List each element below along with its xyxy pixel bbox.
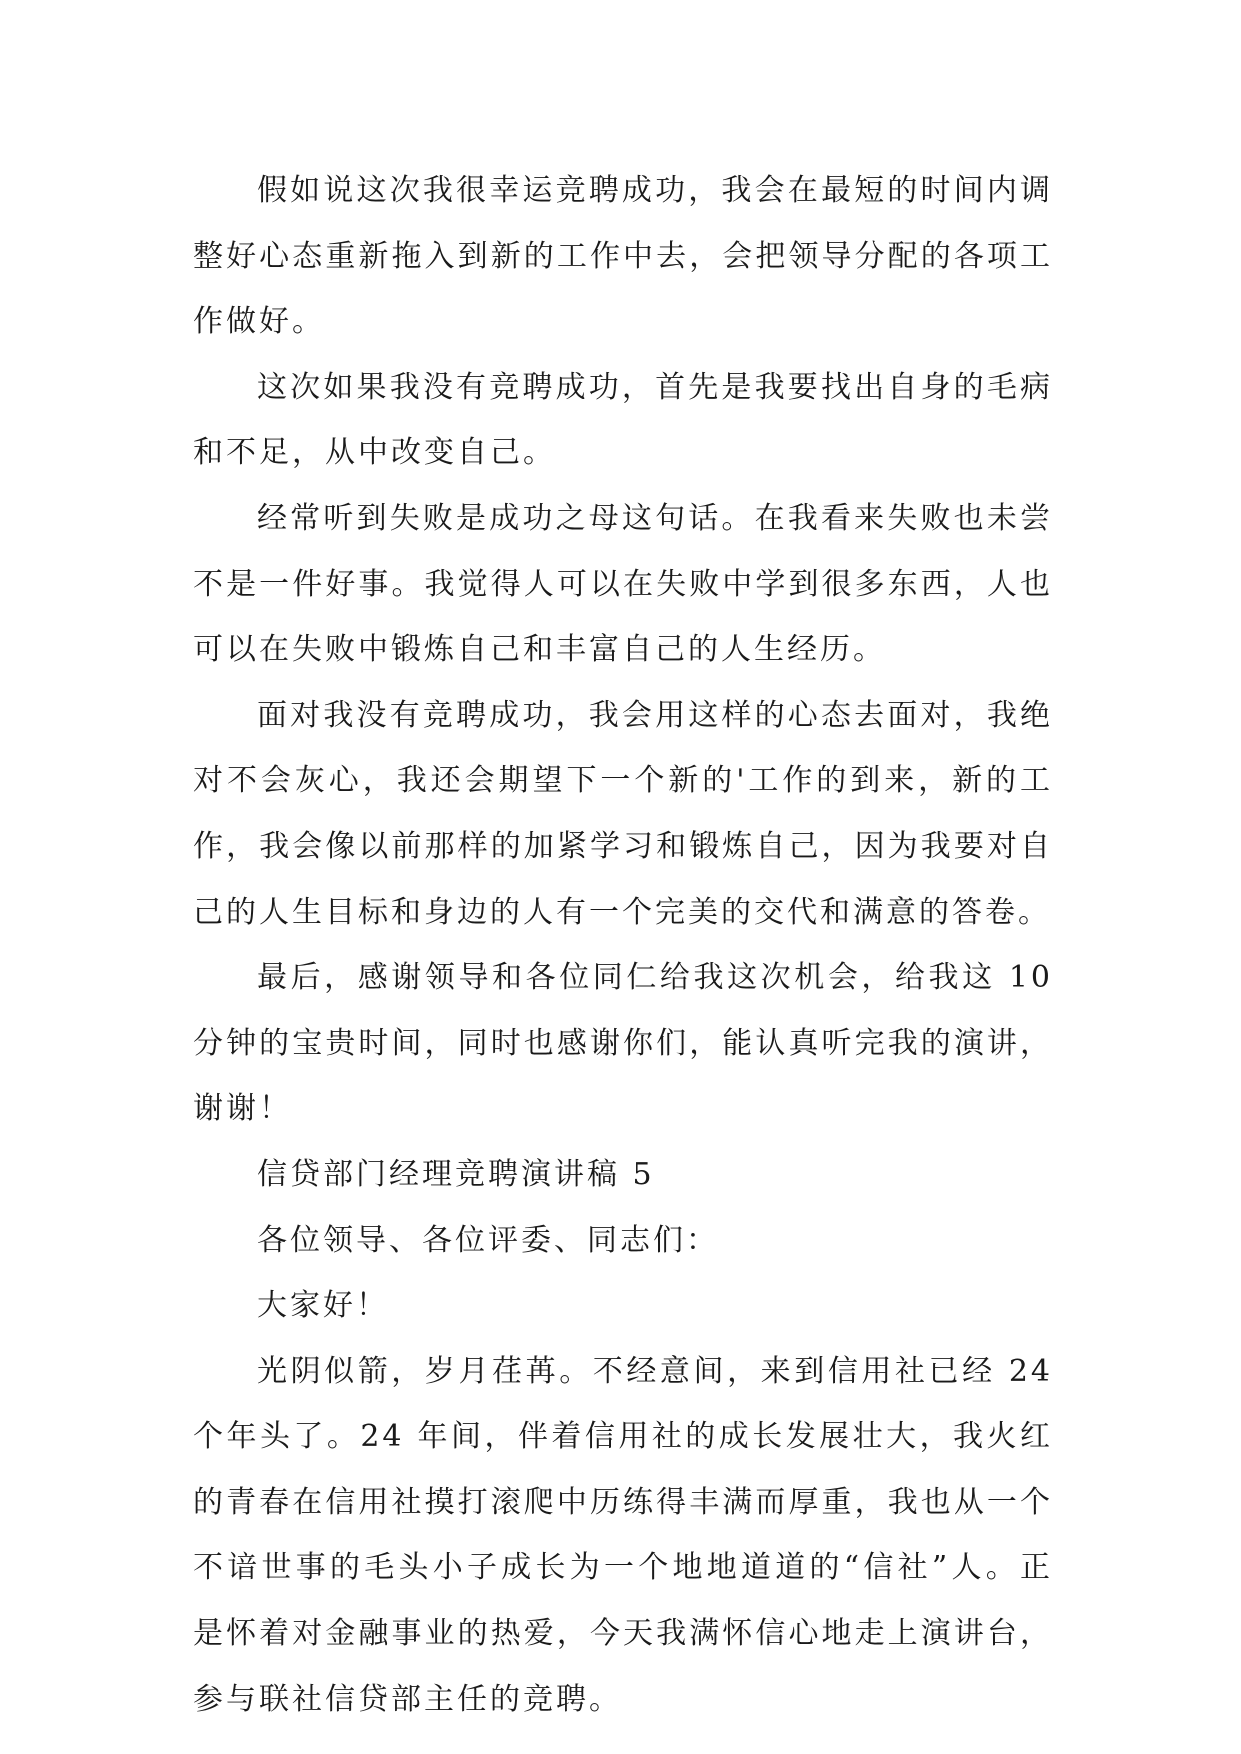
paragraph-failure-reflection: 这次如果我没有竞聘成功，首先是我要找出自身的毛病和不足，从中改变自己。 <box>193 369 1053 471</box>
paragraph-thanks: 最后，感谢领导和各位同仁给我这次机会，给我这 10 分钟的宝贵时间，同时也感谢你们，能认真听完我的演讲，谢谢！ <box>193 960 1053 1127</box>
paragraph-facing-failure: 面对我没有竞聘成功，我会用这样的心态去面对，我绝对不会灰心，我还会期望下一个新的'工作的到来，新的工作，我会像以前那样的加紧学习和锻炼自己，因为我要对自己的人生目标和身边的人有一个完美的交代和满意的答卷。 <box>193 697 1053 930</box>
section-title: 信贷部门经理竞聘演讲稿 5 <box>257 1156 655 1192</box>
salutation: 各位领导、各位评委、同志们： <box>257 1222 719 1258</box>
document-body <box>193 158 1053 1732</box>
paragraph-failure-mother-of-success: 经常听到失败是成功之母这句话。在我看来失败也未尝不是一件好事。我觉得人可以在失败中学到很多东西，人也可以在失败中锻炼自己和丰富自己的人生经历。 <box>193 500 1053 668</box>
paragraph-introduction: 光阴似箭，岁月荏苒。不经意间，来到信用社已经 24 个年头了。24 年间，伴着信用社的成长发展壮大，我火红的青春在信用社摸打滚爬中历练得丰满而厚重，我也从一个不谙世事的毛头小子成长为一个地地道道的“信社”人。正是怀着对金融事业的热爱，今天我满怀信心地走上演讲台，参与联社信贷部主任的竞聘。 <box>193 1353 1053 1717</box>
paragraph-success-plan: 假如说这次我很幸运竞聘成功，我会在最短的时间内调整好心态重新拖入到新的工作中去，会把领导分配的各项工作做好。 <box>193 173 1053 340</box>
greeting: 大家好！ <box>257 1288 389 1324</box>
